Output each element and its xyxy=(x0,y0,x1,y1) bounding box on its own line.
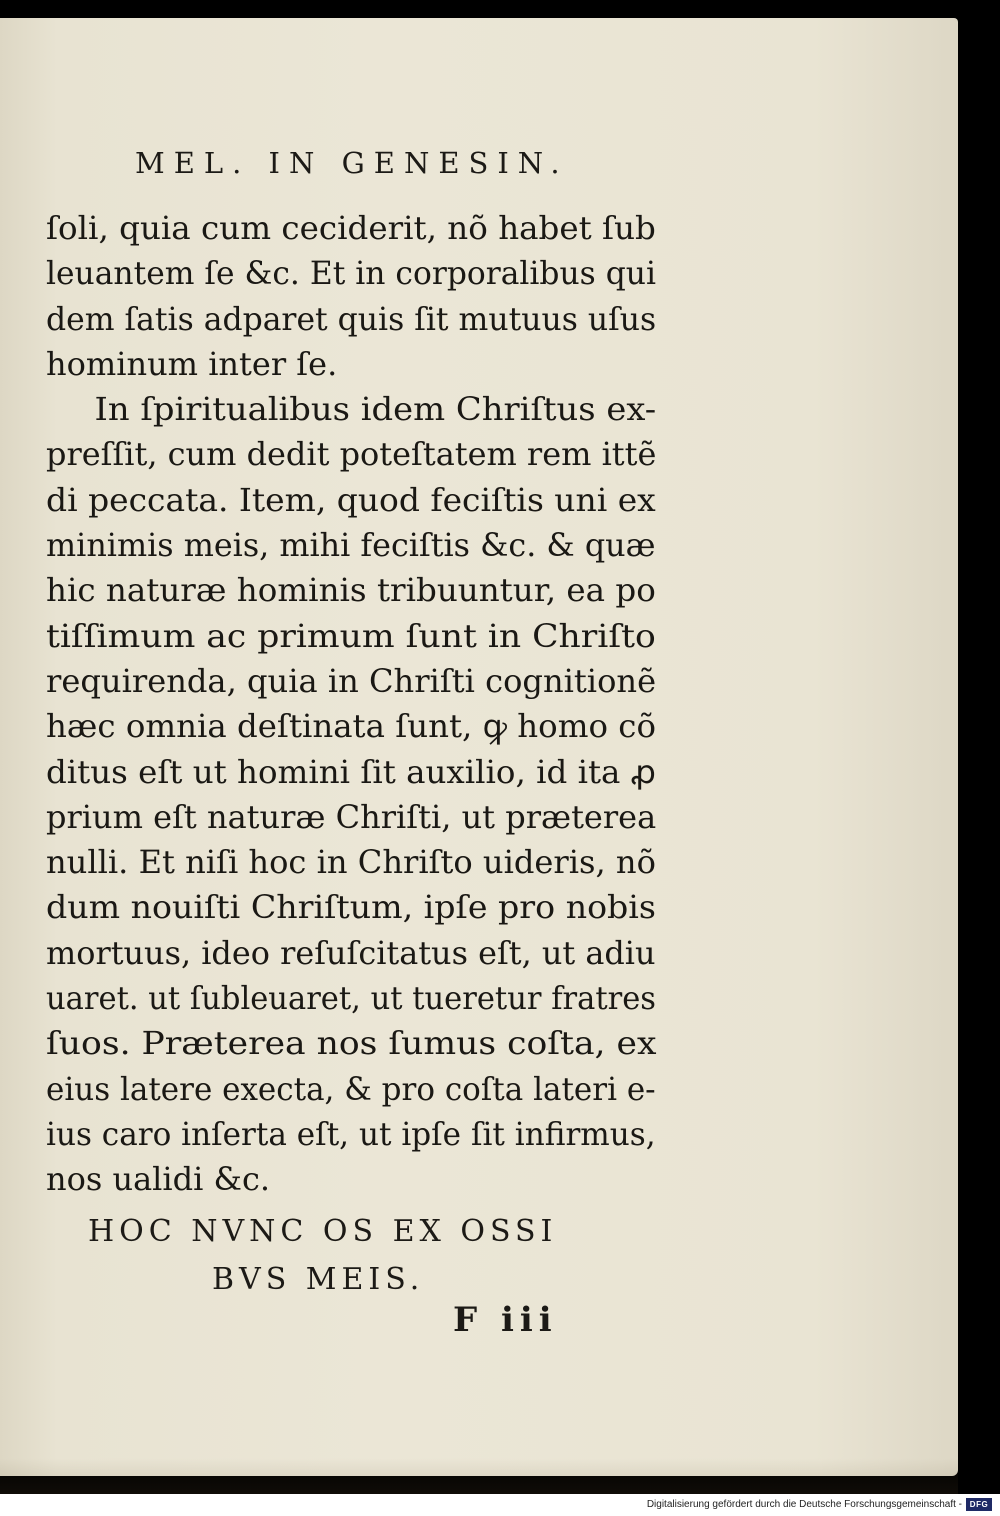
text-line: requirenda, quia in Chriſti cognitionẽ xyxy=(46,661,657,700)
text-line: di peccata. Item, quod feciſtis uni ex xyxy=(46,480,656,519)
caption-line: HOC NVNC OS EX OSSI xyxy=(88,1214,558,1249)
text-line: minimis meis, mihi feciſtis &c. & quæ xyxy=(46,526,656,565)
footer-credit: Digitalisierung gefördert durch die Deutsche Forschungsgemeinschaft - xyxy=(646,1499,962,1510)
text-line: dum nouiſti Chriſtum, ipſe pro nobis xyxy=(46,888,656,927)
text-line: hominum inter ſe. xyxy=(46,344,338,383)
text-line: ſoli, quia cum ceciderit, nõ habet ſub xyxy=(46,209,656,247)
text-line: hic naturæ hominis tribuuntur, ea po xyxy=(46,571,656,610)
text-line: ſuos. Præterea nos ſumus coſta, ex xyxy=(46,1024,657,1063)
section-caption xyxy=(88,1208,557,1304)
text-line: nos ualidi &c. xyxy=(46,1160,271,1199)
signature-mark: F iii xyxy=(453,1300,558,1340)
page-bottom-edge xyxy=(0,1458,958,1496)
footer-bar xyxy=(0,1494,1000,1516)
text-line: dem ſatis adparet quis ſit mutuus uſus xyxy=(46,299,657,338)
body-text xyxy=(46,206,656,1203)
text-line: uaret. ut ſubleuaret, ut tueretur fratres xyxy=(46,979,656,1018)
text-line: hæc omnia deſtinata ſunt, ꝙ homo cõ xyxy=(46,707,656,746)
text-line: nulli. Et niſi hoc in Chriſto uideris, nõ xyxy=(46,843,656,882)
text-line: ditus eſt ut homini ſit auxilio, id ita ꝓ xyxy=(46,752,656,791)
running-head: MEL. IN GENESIN. xyxy=(135,146,569,180)
book-page xyxy=(0,18,958,1476)
text-line: In ſpiritualibus idem Chriſtus ex- xyxy=(94,390,657,429)
text-line: tiſſimum ac primum ſunt in Chriſto xyxy=(46,616,656,655)
text-line: prium eſt naturæ Chriſti, ut præterea xyxy=(46,797,657,836)
text-line: preſſit, cum dedit poteſtatem rem ittẽ xyxy=(46,435,657,474)
text-line: mortuus, ideo reſuſcitatus eſt, ut adiu xyxy=(46,933,656,972)
dfg-logo: DFG xyxy=(966,1498,992,1511)
caption-line: BVS MEIS. xyxy=(212,1262,425,1297)
text-line: leuantem ſe &c. Et in corporalibus qui xyxy=(46,254,656,293)
text-line: eius latere exeсta, & pro coſta lateri e- xyxy=(46,1069,656,1108)
text-line: ius caro inſerta eſt, ut ipſe ſit infirmus, xyxy=(46,1114,656,1153)
